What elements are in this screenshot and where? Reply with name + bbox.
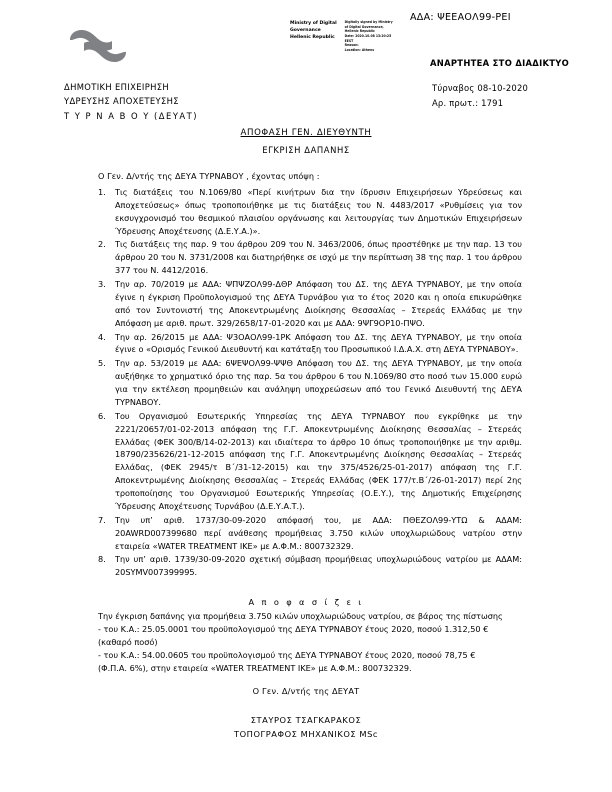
decision-line-1: Την έγκριση δαπάνης για προμήθεια 3.750 κιλών υποχλωριώδους νατρίου, σε βάρος της πίστωσης [98, 611, 503, 621]
signature-authority-line3: Hellenic Republic [290, 35, 335, 41]
document-meta [432, 81, 528, 110]
signature-authority-line1: Ministry of Digital [290, 21, 337, 26]
signature-detail-line6: Reason: [344, 43, 359, 48]
signatory-name: ΣΤΑΥΡΟΣ ΤΣΑΓΚΑΡΑΚΟΣ [250, 715, 362, 725]
ada-stamp: ΑΔΑ: ΨΕΕΑΟΛ99-ΡΕΙ [410, 12, 511, 23]
clause-list [98, 186, 522, 579]
page-title [0, 128, 612, 138]
decision-heading: Α π ο φ α σ ί ζ ε ι [248, 597, 364, 607]
signature-detail-line2: of Digital Governance, [344, 24, 384, 29]
signature-details [345, 20, 393, 52]
clause-item: Του Οργανισμού Εσωτερικής Υπηρεσίας της ΔΕΥΑ ΤΥΡΝΑΒΟΥ που εγκρίθηκε με την 2221/20657/01-02-2013 απόφαση της Γ.Γ. Αποκεντρωμένης Διοίκησης Θεσσαλίας – Στερεάς Ελλάδας (ΦΕΚ 300/Β/14-02-2013) και ιδιαίτερα το άρθρο 10 όπως τροποποιήθηκε με την αριθμ. 18790/235626/21-12-2015 απόφαση της Γ.Γ. Αποκεντρωμένης Διοίκησης Θεσσαλίας – Στερεάς Ελλάδας, (ΦΕΚ 2945/τ Β΄/31-12-2015) και την 375/4526/25-01-2017) απόφαση της Γ.Γ. Αποκεντρωμένης Διοίκησης Θεσσαλίας – Στερεάς Ελλάδας (ΦΕΚ 177/τ.Β΄/26-01-2017) περί 2ης τροποποίησης του Οργανισμού Εσωτερικής Υπηρεσίας (Ο.Ε.Υ.), της Δημοτικής Επιχείρησης Ύδρευσης Αποχέτευσης Τυρνάβου (Δ.Ε.Υ.Α.Τ.). [115, 410, 522, 511]
clause-item: Την υπ’ αριθ. 1739/30-09-2020 σχετική σύμβαση προμήθειας υποχλωριώδους νατρίου με ΑΔΑΜ: 20SYMV007399995. [115, 554, 522, 578]
digital-signature-stamp [290, 20, 393, 52]
signature-detail-line3: Hellenic Republic [344, 29, 375, 34]
clause-item: Τις διατάξεις του Ν.1069/80 «Περί κινήτρων δια την ίδρυσιν Επιχειρήσεων Υδρεύσεως και Αποχετεύσεως» όπως τροποποιήθηκε με τις διατάξεις του Ν. 4483/2017 «Ρυθμίσεις για τον εκσυγχρονισμό του θεσμικού πλαισίου οργάνωσης και λειτουργίας των Δημοτικών Επιχειρήσεων Ύδρευσης Αποχέτευσης (Δ.Ε.Υ.Α.)». [115, 186, 522, 236]
clause-item: Τις διατάξεις της παρ. 9 του άρθρου 209 του Ν. 3463/2006, όπως προστέθηκε με την παρ. 13 του άρθρου 20 του Ν. 3731/2008 και διατηρήθηκε σε ισχύ με την περίπτωση 38 της παρ. 1 του άρθρου 377 του Ν. 4412/2016. [115, 239, 522, 276]
clause-item: Την αρ. 26/2015 με ΑΔΑ: Ψ3ΟΑΟΛ99-1ΡΚ Απόφαση του ΔΣ. της ΔΕΥΑ ΤΥΡΝΑΒΟΥ, με την οποία έγινε ο «Ορισμός Γενικού Διευθυντή και κατάταξη του Προσωπικού Ι.Δ.Α.Χ. στη ΔΕΥΑ ΤΥΡΝΑΒΟΥ». [115, 331, 522, 355]
signature-detail-line7: Location: Athens [344, 47, 375, 52]
decision-line-4: - του Κ.Α.: 54.00.0605 του προϋπολογισμού της ΔΕΥΑ ΤΥΡΝΑΒΟΥ έτους 2020, ποσού 78,75 € [98, 650, 476, 661]
decision-line-3: (καθαρό ποσό) [98, 637, 158, 648]
signature-authority-line2: Governance [290, 28, 321, 34]
clause-item: Την υπ’ αριθ. 1737/30-09-2020 απόφασή του, με ΑΔΑ: ΠΘΕΖΟΛ99-ΥΤΩ & ΑΔΑΜ: 20AWRD007399680 περί ανάθεσης προμήθειας 3.750 κιλών υποχλωριώδους νατρίου στην εταιρεία «WATER TREATMENT ΙΚΕ» με Α.Φ.Μ.: 800732329. [115, 514, 522, 551]
org-line-2: ΥΔΡΕΥΣΗΣ ΑΠΟΧΕΤΕΥΣΗΣ [64, 96, 179, 107]
clause-item: Την αρ. 53/2019 με ΑΔΑ: 6ΨΕΨΟΛ99-ΨΨΘ Απόφαση του ΔΣ. της ΔΕΥΑ ΤΥΡΝΑΒΟΥ, με την οποία αυξήθηκε το χρηματικό όριο της παρ. 5α του άρθρου 6 του Ν.1069/80 στο ποσό των 15.000 ευρώ για την εκτέλεση προμηθειών και ανάληψη υποχρεώσεων από του Γενικό Διευθυντή της ΔΕΥΑ ΤΥΡΝΑΒΟΥ. [115, 358, 522, 407]
protocol-number: Αρ. πρωτ.: 1791 [432, 97, 504, 108]
signature-detail-line1: Digitally signed by Ministry [344, 20, 393, 24]
org-line-3: Τ Υ Ρ Ν Α Β Ο Υ (ΔΕΥΑΤ) [64, 110, 199, 121]
org-line-1: ΔΗΜΟΤΙΚΗ ΕΠΙΧΕΙΡΗΣΗ [64, 82, 170, 92]
document-body [98, 170, 522, 580]
clause-item: Την αρ. 70/2019 με ΑΔΑ: ΨΠΨΖΟΛ99-ΔΘΡ Απόφαση του ΔΣ. της ΔΕΥΑ ΤΥΡΝΑΒΟΥ, με την οποία έγινε η έγκριση Προϋπολογισμού της ΔΕΥΑ Τυρνάβου για το έτος 2020 και η οποία επικυρώθηκε από τον Συντονιστή της Αποκεντρωμένης Διοίκησης Θεσσαλίας – Στερεάς Ελλάδας με την Απόφαση με αριθ. πρωτ. 329/2658/17-01-2020 και με ΑΔΑ: 9ΨΓ9ΟΡ10-ΠΨΟ. [115, 279, 522, 328]
signature-authority [290, 20, 337, 41]
place-date: Τύρναβος 08-10-2020 [432, 83, 528, 93]
decision-line-2: - του Κ.Α.: 25.05.0001 του προϋπολογισμού της ΔΕΥΑ ΤΥΡΝΑΒΟΥ έτους 2020, ποσού 1.312,50 € [98, 624, 489, 635]
signature-detail-line4: Date: 2020.10.08 13:20:25 [344, 33, 392, 38]
publication-notice: ΑΝΑΡΤΗΤΕΑ ΣΤΟ ΔΙΑΔΙΚΤΥΟ [430, 58, 570, 68]
page-subtitle: ΕΓΚΡΙΣΗ ΔΑΠΑΝΗΣ [262, 145, 350, 155]
signatory-role: Ο Γεν. Δ/ντής της ΔΕΥΑΤ [252, 686, 360, 696]
decision-line-5: (Φ.Π.Α. 6%), στην εταιρεία «WATER TREATMENT ΙΚΕ» με Α.Φ.Μ.: 800732329. [98, 663, 412, 674]
body-intro: Ο Γεν. Δ/ντής της ΔΕΥΑ ΤΥΡΝΑΒΟΥ , έχοντας υπόψη : [98, 171, 320, 181]
signatory-title: ΤΟΠΟΓΡΑΦΟΣ ΜΗΧΑΝΙΚΟΣ MSc [233, 729, 379, 739]
signature-detail-line5: EEST [344, 38, 354, 43]
organization-name [64, 80, 198, 123]
decision-body [98, 610, 522, 675]
page-title-text: ΑΠΟΦΑΣΗ ΓΕΝ. ΔΙΕΥΘΥΝΤΗ [240, 128, 372, 138]
deyat-logo [68, 27, 128, 65]
